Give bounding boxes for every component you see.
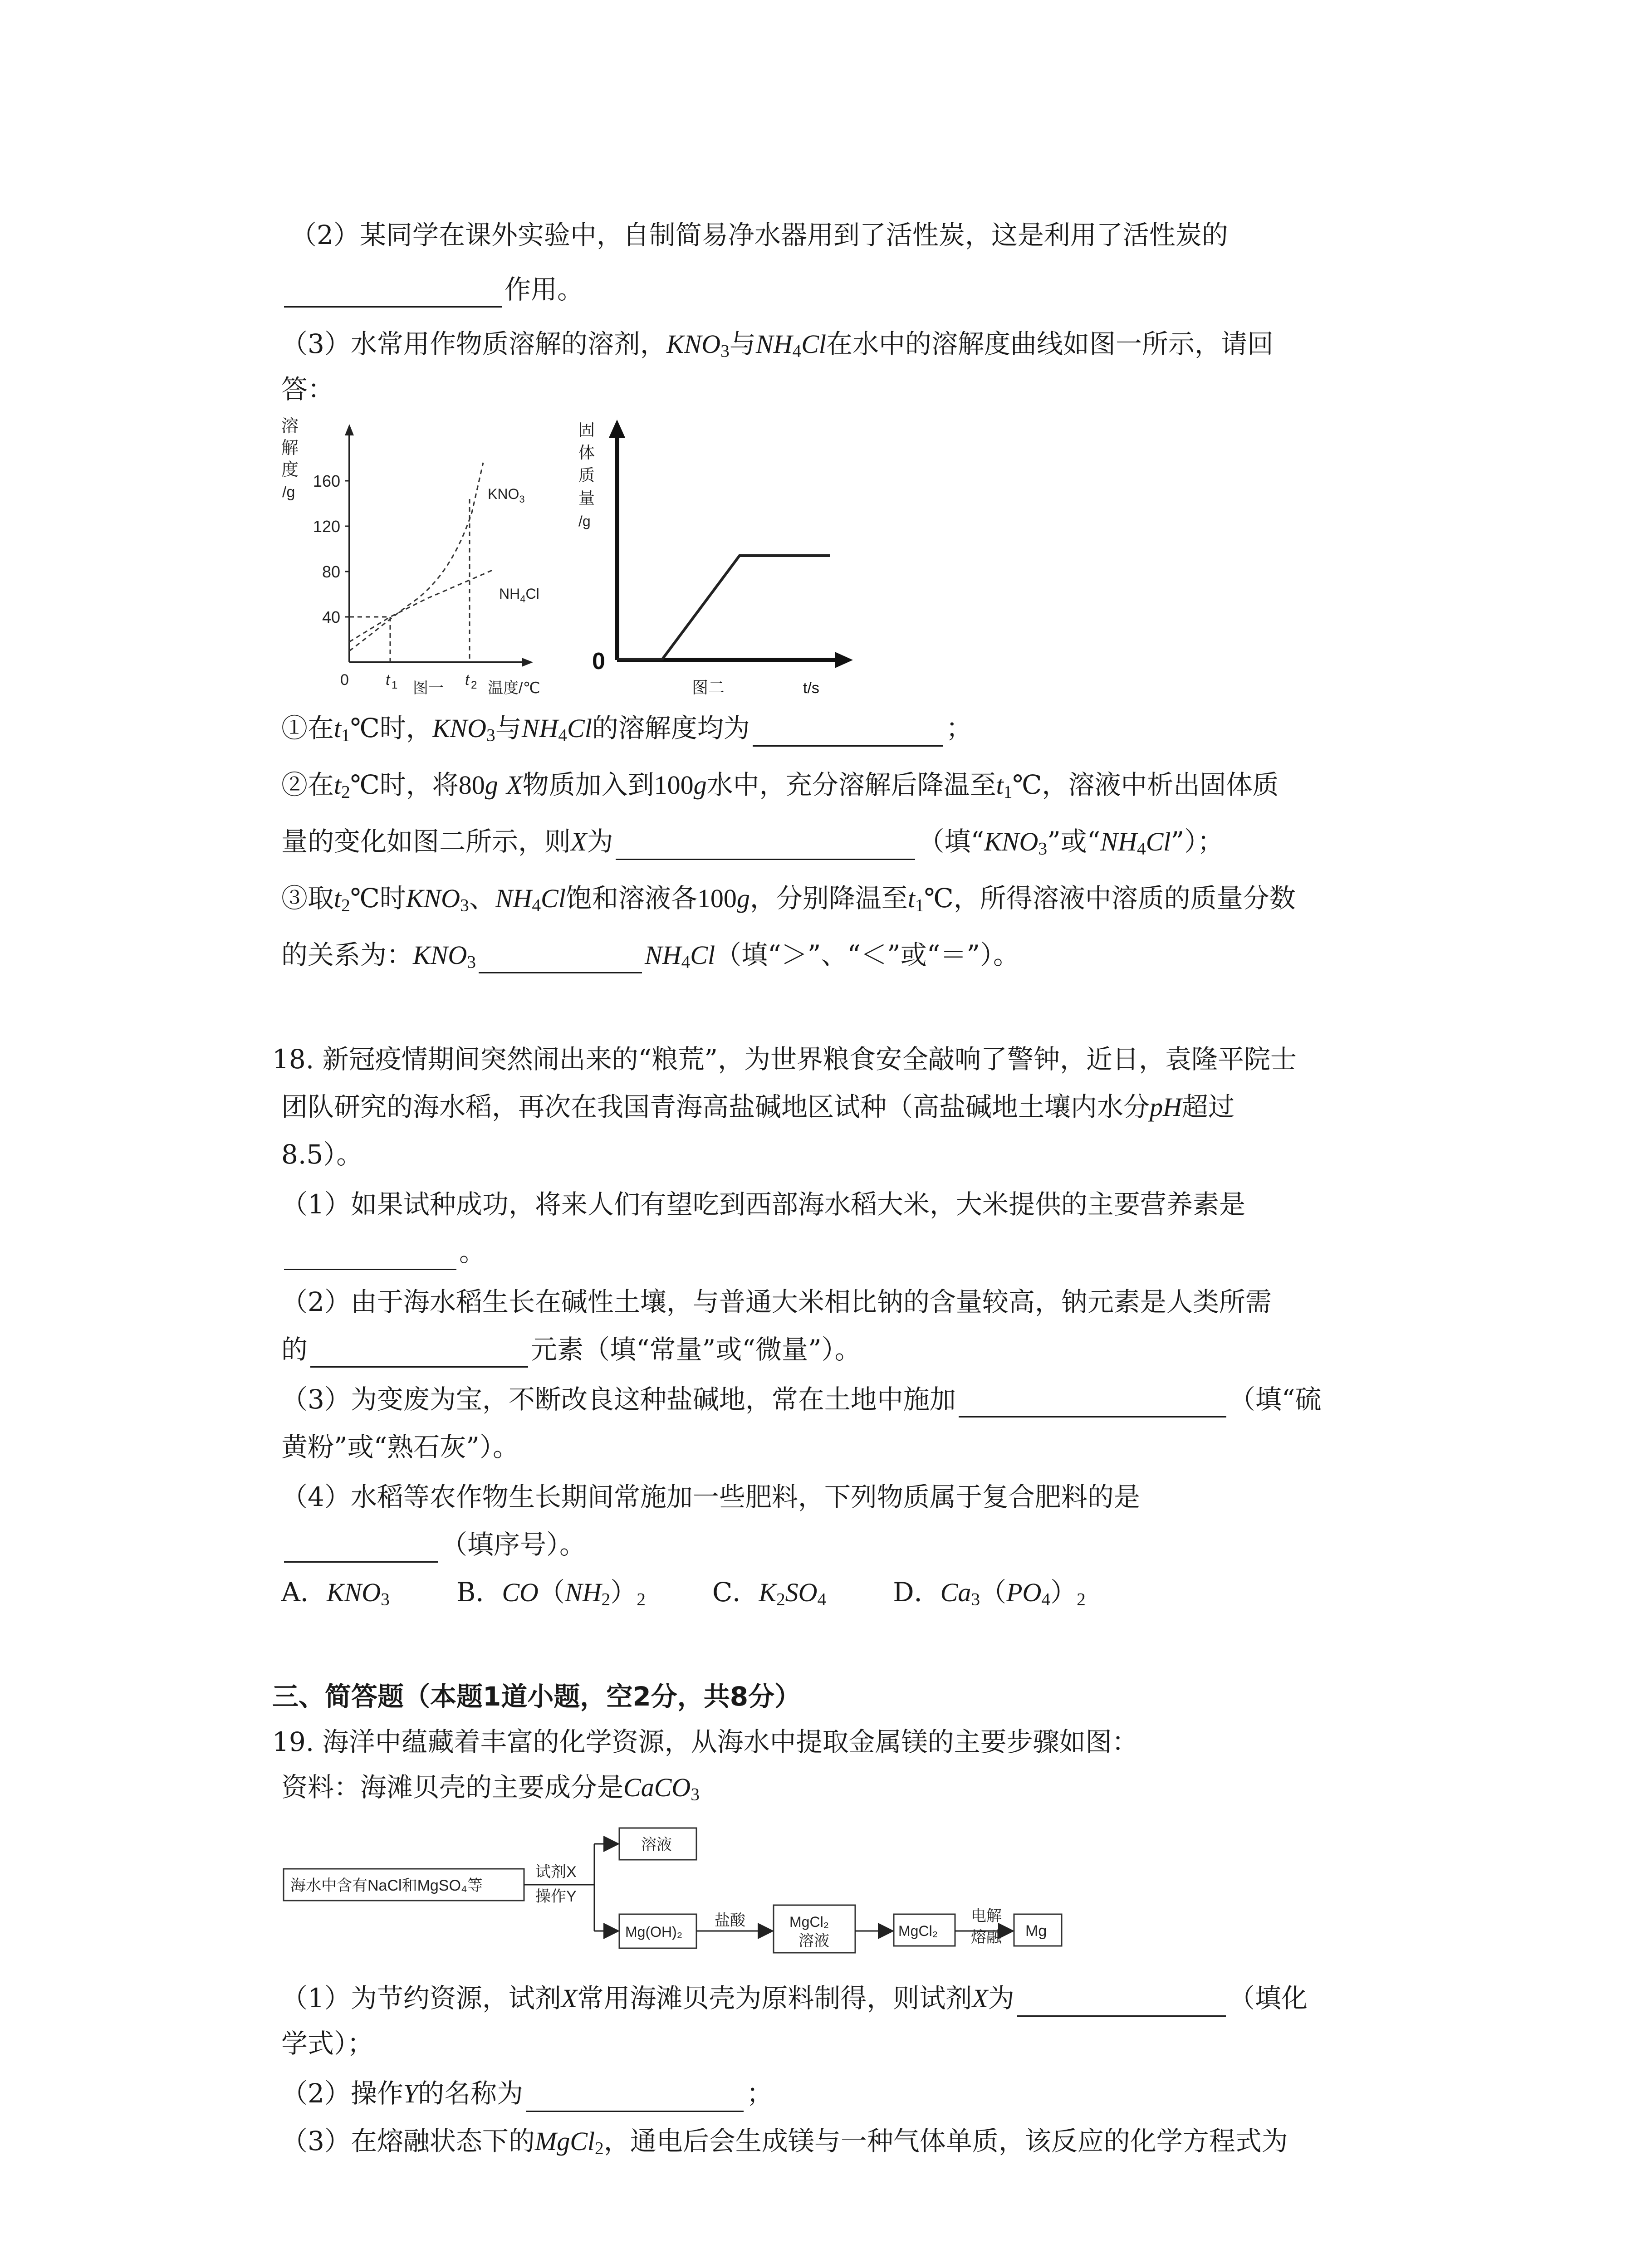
q18-line2: 团队研究的海水稻，再次在我国青海高盐碱地区试种（高盐碱地土壤内水分pH超过: [281, 1091, 1234, 1122]
svg-text:量: 量: [578, 489, 595, 507]
flow-electrolysis: 电解: [971, 1907, 1002, 1925]
svg-text:解: 解: [281, 439, 299, 458]
q18-line1: 18. 新冠疫情期间突然闹出来的“粮荒”，为世界粮食安全敲响了警钟，近日，袁隆平院士: [272, 1044, 1297, 1075]
fig1-ytick: 120: [313, 517, 340, 536]
fig1-ytick: 40: [322, 608, 340, 626]
answer-blank[interactable]: [284, 1532, 438, 1563]
q18-part1-line2: 。: [281, 1234, 485, 1270]
svg-text:溶液: 溶液: [798, 1932, 829, 1950]
answer-blank[interactable]: [479, 943, 642, 973]
svg-text:t: t: [465, 671, 470, 689]
fig1-nh4cl-label: $NH_4Cl$: [499, 586, 539, 605]
option-a[interactable]: A．$KNO_3$: [281, 1577, 390, 1609]
answer-blank[interactable]: [753, 716, 943, 747]
q18-part4-line2: （填序号）。: [281, 1526, 586, 1563]
flow-mgoh2: Mg(OH)₂: [625, 1924, 683, 1940]
option-b[interactable]: B．$CO(NH_2)_2$: [456, 1577, 646, 1609]
q18-part1-line1: （1）如果试种成功，将来人们有望吃到西部海水稻大米，大米提供的主要营养素是: [281, 1189, 1245, 1220]
solid-mass-chart: [567, 408, 885, 703]
q18-part3-line2: 黄粉”或“熟石灰”）。: [281, 1432, 519, 1462]
section-heading: 三、简答题（本题1道小题，空2分，共8分）: [272, 1681, 801, 1712]
q17-part3-line2: 答：: [281, 374, 334, 405]
flow-mgcl2: MgCl₂: [898, 1923, 938, 1939]
svg-text:/g: /g: [282, 484, 295, 501]
q17-sub1: ①在$t_1℃$时，$KNO_3$与$NH_4Cl$的溶解度均为 ；: [281, 710, 972, 746]
fig2-caption: 图二: [692, 678, 725, 697]
q18-part4-line1: （4）水稻等农作物生长期间常施加一些肥料，下列物质属于复合肥料的是: [281, 1481, 1140, 1512]
option-c[interactable]: C．$K_2SO_4$: [712, 1577, 827, 1609]
flow-operation: 操作Y: [535, 1888, 577, 1905]
answer-blank[interactable]: [284, 277, 502, 308]
answer-blank[interactable]: [1017, 1986, 1226, 2017]
fig1-origin: 0: [340, 671, 349, 689]
fig1-kno3-label: $KNO_3$: [488, 486, 525, 505]
flow-hcl: 盐酸: [715, 1912, 745, 1929]
answer-blank[interactable]: [959, 1387, 1226, 1418]
fig2-origin: 0: [592, 648, 605, 675]
answer-blank[interactable]: [526, 2082, 744, 2112]
answer-blank[interactable]: [310, 1337, 528, 1368]
svg-text:固: 固: [578, 420, 595, 439]
solubility-chart: [272, 408, 554, 703]
q18-part3-line1: （3）为变废为宝，不断改良这种盐碱地，常在土地中施加 （填“硫: [281, 1381, 1322, 1418]
svg-text:体: 体: [578, 443, 595, 462]
q17-sub2-line2: 量的变化如图二所示，则X为 （填“$KNO_3$”或“$NH_4Cl$”）；: [281, 823, 1224, 860]
q17-part2-line1: （2）某同学在课外实验中，自制简易净水器用到了活性炭，这是利用了活性炭的: [290, 220, 1228, 250]
svg-text:1: 1: [392, 679, 398, 691]
fig1-ytick: 80: [322, 562, 340, 581]
q18-options: [281, 1574, 1086, 1610]
flow-reagent: 试剂X: [535, 1863, 577, 1881]
answer-blank[interactable]: [616, 830, 915, 860]
fig1-caption: 图一: [413, 679, 444, 697]
fig2-xlabel: t/s: [803, 679, 819, 697]
extraction-flow-diagram: [281, 1823, 1080, 1955]
flow-molten: 熔融: [971, 1929, 1002, 1946]
answer-blank[interactable]: [284, 1240, 456, 1270]
q19-part2: （2）操作Y的名称为 ；: [281, 2075, 773, 2112]
q19-part1-line2: 学式）；: [281, 2028, 374, 2059]
q17-sub3-line1: ③取$t_2℃$时$KNO_3$、$NH_4Cl$饱和溶液各100g，分别降温至$t_1℃$，所得溶液中溶质的质量分数: [281, 883, 1296, 915]
q19-line2: 资料：海滩贝壳的主要成分是CaCO$_3$: [281, 1772, 700, 1804]
q17-sub3-line2: 的关系为：$KNO_3$ $NH_4Cl$（填“＞”、“＜”或“＝”）。: [281, 937, 1019, 973]
q17-part2-line2: 作用。: [281, 271, 583, 308]
q17-sub2-line1: ②在$t_2℃$时，将80g X物质加入到100g水中，充分溶解后降温至$t_1℃$，溶液中析出固体质: [281, 769, 1279, 802]
flow-seawater: 海水中含有NaCl和MgSO₄等: [290, 1877, 483, 1894]
q19-part3: （3）在熔融状态下的MgCl$_2$，通电后会生成镁与一种气体单质，该反应的化学方程式为: [281, 2126, 1288, 2158]
flow-mg: Mg: [1025, 1922, 1047, 1940]
option-d[interactable]: D．$Ca_3(PO_4)_2$: [893, 1577, 1086, 1609]
svg-text:/g: /g: [578, 513, 591, 529]
flow-mgcl2-solution: MgCl₂: [789, 1914, 829, 1930]
q19-part1-line1: （1）为节约资源，试剂X常用海滩贝壳为原料制得，则试剂X为 （填化: [281, 1980, 1308, 2016]
q18-part2-line2: 的 元素（填“常量”或“微量”）。: [281, 1331, 861, 1368]
q19-line1: 19. 海洋中蕴藏着丰富的化学资源，从海水中提取金属镁的主要步骤如图：: [272, 1726, 1138, 1757]
fig1-ylabel: 溶: [281, 417, 299, 436]
fig1-xlabel: 温度/℃: [488, 679, 540, 697]
q18-part2-line1: （2）由于海水稻生长在碱性土壤，与普通大米相比钠的含量较高，钠元素是人类所需: [281, 1286, 1272, 1317]
svg-text:度: 度: [281, 460, 299, 479]
svg-text:t: t: [386, 671, 390, 689]
fig1-ytick: 160: [313, 472, 340, 490]
flow-solution: 溶液: [641, 1836, 672, 1853]
q18-line3: 8.5）。: [281, 1139, 363, 1170]
q17-part3-line1: （3）水常用作物质溶解的溶剂，$KNO_3$与$NH_4Cl$在水中的溶解度曲线如图一所示，请回: [281, 328, 1274, 361]
svg-text:2: 2: [471, 679, 477, 691]
svg-text:质: 质: [578, 466, 595, 484]
